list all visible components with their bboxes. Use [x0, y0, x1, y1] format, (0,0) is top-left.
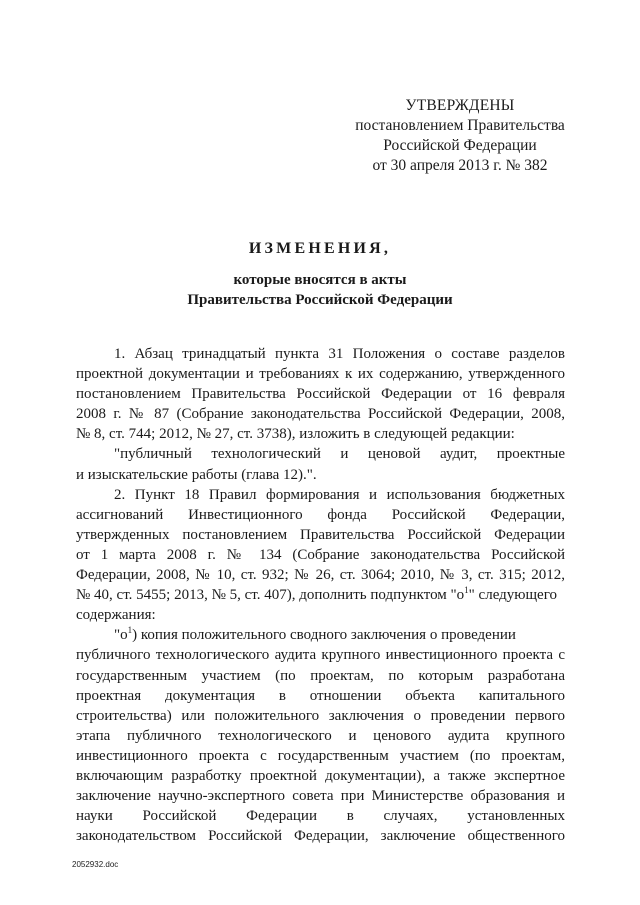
text-line: "публичный технологический и ценовой аудит, проектные [114, 446, 565, 463]
file-name-footer: 2052932.doc [72, 860, 119, 869]
text-line: Федерации, 2008, № 10, ст. 932; № 26, ст. 3064; 2010, № 3, ст. 315; 2012, [76, 567, 565, 584]
approval-line: Российской Федерации [383, 137, 537, 154]
text-fragment: ) копия положительного сводного заключения о проведении [132, 627, 516, 644]
text-fragment: № 40, ст. 5455; 2013, № 5, ст. 407), дополнить подпунктом "о [76, 587, 465, 604]
subtitle-line: которые вносятся в акты [233, 272, 407, 288]
approval-date: от 30 апреля 2013 г. № 382 [372, 157, 548, 174]
text-line: 2008 г. № 87 (Собрание законодательства Российской Федерации, 2008, [76, 406, 565, 423]
text-line: от 1 марта 2008 г. № 134 (Собрание законодательства Российской [76, 546, 565, 563]
text-line [76, 585, 565, 605]
document-title: ИЗМЕНЕНИЯ, [248, 240, 392, 257]
text-line: ассигнований Инвестиционного фонда Российской Федерации, [76, 506, 565, 523]
text-line: включающим разработку проектной документации), а также экспертное [76, 767, 565, 784]
text-line: проектная документация в отношении объекта капитального [76, 687, 565, 704]
document-subtitle [0, 270, 640, 310]
text-line: строительства) или положительного заключения о проведении первого [76, 707, 565, 724]
text-line: государственным участием (по проектам, по которым разработана [76, 667, 565, 684]
superscript: 1 [127, 625, 133, 636]
superscript: 1 [464, 585, 469, 596]
text-line: 2. Пункт 18 Правил формирования и использования бюджетных [114, 486, 565, 503]
approval-block [330, 96, 590, 176]
text-fragment: " следующего [468, 587, 557, 604]
text-fragment: "о [114, 627, 128, 644]
approval-line: постановлением Правительства [355, 117, 565, 134]
text-line: утвержденных постановлением Правительства Российской Федерации [76, 526, 565, 543]
text-line: проектной документации и требованиях к их содержанию, утвержденного [76, 366, 565, 383]
text-line [76, 625, 565, 645]
approval-title: УТВЕРЖДЕНЫ [405, 97, 515, 114]
text-line: законодательством Российской Федерации, заключение общественного [76, 828, 565, 845]
text-line: заключение научно-экспертного совета при Министерстве образования и [76, 788, 565, 805]
document-body [76, 344, 565, 846]
text-line: № 8, ст. 744; 2012, № 27, ст. 3738), изложить в следующей редакции: [76, 426, 515, 443]
text-line: 1. Абзац тринадцатый пункта 31 Положения о составе разделов [114, 346, 565, 362]
text-line: постановлением Правительства Российской Федерации от 16 февраля [76, 386, 565, 403]
text-line: публичного технологического аудита крупного инвестиционного проекта с [76, 647, 565, 664]
text-line: науки Российской Федерации в случаях, установленных [76, 808, 565, 825]
text-line: и изыскательские работы (глава 12).". [76, 466, 317, 483]
text-line: этапа публичного технологического и ценового аудита крупного [76, 727, 565, 744]
subtitle-line: Правительства Российской Федерации [187, 292, 453, 308]
text-line: инвестиционного проекта с государственным участием (по проектам, [76, 747, 565, 764]
text-line: содержания: [76, 607, 156, 624]
